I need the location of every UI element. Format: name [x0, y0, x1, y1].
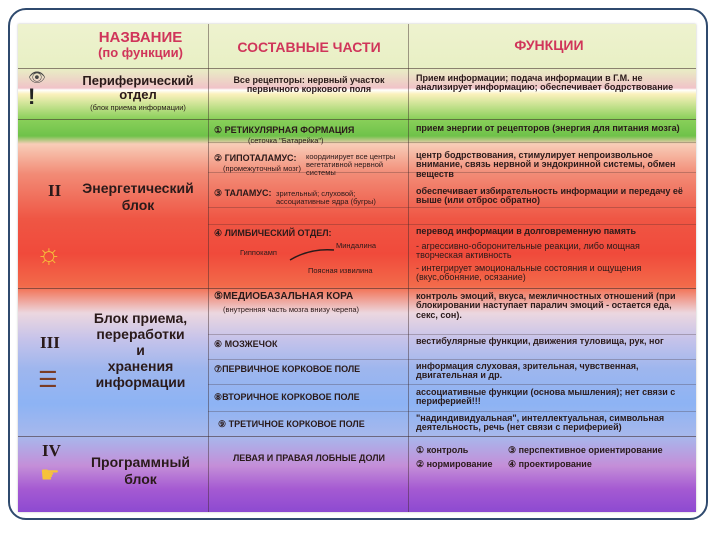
mediobasal-cortex-note: (внутренняя часть мозга внизу черепа) — [223, 305, 360, 314]
pointing-hand-icon: ☛ — [40, 462, 60, 487]
row-divider — [208, 224, 696, 225]
limbic-function-item: - агрессивно-оборонительные реакции, либо мощная творческая активность — [416, 241, 640, 261]
hypothalamus-function: центр бодрствования, стимулирует непроизвольное внимание, связь нервной и эндокринной системы, обмен веществ — [416, 150, 676, 179]
exclamation-icon: ! — [28, 84, 36, 109]
frontal-lobes: ЛЕВАЯ И ПРАВАЯ ЛОБНЫЕ ДОЛИ — [232, 453, 386, 463]
programming-function: ④ проектирование — [508, 459, 592, 469]
limbic-function-title: перевод информации в долговременную память — [416, 226, 636, 236]
thalamus-function: обеспечивает избирательность информации и передачу её выше (или отброс обратно) — [416, 186, 683, 206]
block2-title: Энергетический — [82, 180, 194, 196]
block1-parts: Все рецепторы: нервный участок первичного коркового поля — [233, 75, 385, 95]
limbic-system: ④ ЛИМБИЧЕСКИЙ ОТДЕЛ: — [214, 228, 332, 238]
block1-functions: Прием информации; подача информации в Г.М. не анализирует информацию; обеспечивает бодрствование — [416, 73, 674, 93]
hypothalamus-note: (промежуточный мозг) — [223, 164, 301, 173]
secondary-cortical-field-function: ассоциативные функции (основа мышления); нет связи с периферией!!! — [416, 387, 676, 407]
mediobasal-cortex-function: контроль эмоций, вкуса, межличностных отношений (при блокировании наступает паралич эмоций - остается еда, секс, сон). — [416, 291, 676, 320]
thalamus: ③ ТАЛАМУС: — [214, 188, 272, 198]
programming-function: ① контроль — [416, 445, 469, 455]
row-divider — [208, 334, 696, 335]
block2-title-line2: блок — [121, 197, 155, 213]
primary-cortical-field: ⑦ПЕРВИЧНОЕ КОРКОВОЕ ПОЛЕ — [214, 364, 361, 374]
header-parts: СОСТАВНЫЕ ЧАСТИ — [237, 39, 381, 55]
row-divider — [208, 411, 696, 412]
limbic-function-item: - интегрирует эмоциональные состояния и ощущения (вкус,обоняние, осязание) — [416, 263, 642, 283]
header-name-subtitle: (по функции) — [98, 45, 183, 60]
block3-title-line: переработки — [96, 326, 185, 342]
column-divider — [208, 24, 209, 512]
block4-title: Программный — [90, 454, 191, 470]
primary-cortical-field-function: информация слуховая, зрительная, чувственная, двигательная и др. — [416, 361, 639, 381]
hypothalamus: ② ГИПОТАЛАМУС: — [214, 153, 297, 163]
row-divider — [208, 207, 696, 208]
hypothalamus-description: координирует все центры вегетативной нервной системы — [306, 152, 396, 177]
cingulate-gyrus-label: Поясная извилина — [308, 266, 373, 275]
cerebellum: ⑥ МОЗЖЕЧОК — [214, 339, 278, 349]
books-icon: ☰ — [38, 367, 58, 392]
row-divider — [18, 119, 696, 120]
block3-title-line: и — [136, 342, 145, 358]
row-divider — [18, 288, 696, 289]
block2-roman: II — [48, 181, 62, 200]
tertiary-cortical-field-function: "надиндивидуальная", интеллектуальная, символьная деятельность, речь (нет связи с периферией) — [416, 413, 665, 433]
amygdala-label: Миндалина — [336, 241, 377, 250]
block3-title-line: Блок приема, — [93, 310, 188, 326]
block3-title-line: информации — [95, 374, 186, 390]
column-divider — [408, 24, 409, 512]
block1-title: Периферический — [82, 73, 194, 88]
mediobasal-cortex: ⑤МЕДИОБАЗАЛЬНАЯ КОРА — [214, 291, 354, 302]
tertiary-cortical-field: ⑨ ТРЕТИЧНОЕ КОРКОВОЕ ПОЛЕ — [218, 419, 365, 429]
sun-icon: ☼ — [36, 238, 62, 269]
header-name-title: НАЗВАНИЕ — [98, 29, 183, 46]
row-divider — [208, 384, 696, 385]
limbic-pointer-arrow — [288, 246, 338, 266]
reticular-formation: ① РЕТИКУЛЯРНАЯ ФОРМАЦИЯ — [214, 125, 355, 135]
block1-subtitle: (блок приема информации) — [90, 103, 186, 112]
block1-title-line2: отдел — [119, 87, 157, 102]
row-divider — [18, 68, 696, 69]
block3-roman: III — [40, 333, 60, 352]
scanned-table — [18, 24, 696, 512]
row-divider — [18, 436, 696, 437]
programming-function: ③ перспективное ориентирование — [508, 445, 663, 455]
secondary-cortical-field: ⑧ВТОРИЧНОЕ КОРКОВОЕ ПОЛЕ — [214, 392, 360, 402]
row-divider — [208, 359, 696, 360]
eye-icon: 👁 — [28, 69, 46, 85]
thalamus-description: зрительный; слуховой; ассоциативные ядра (бугры) — [276, 189, 376, 206]
reticular-formation-note: (сеточка "Батарейка") — [248, 136, 324, 145]
block4-title-line2: блок — [124, 471, 157, 487]
header-functions: ФУНКЦИИ — [514, 37, 584, 53]
hippocampus-label: Гиппокамп — [240, 248, 277, 257]
reticular-formation-function: прием энергии от рецепторов (энергия для питания мозга) — [416, 123, 680, 133]
block3-title-line: хранения — [107, 358, 174, 374]
block4-roman: IV — [42, 441, 61, 460]
programming-function: ② нормирование — [416, 459, 493, 469]
cerebellum-function: вестибулярные функции, движения туловища, рук, ног — [416, 336, 664, 346]
